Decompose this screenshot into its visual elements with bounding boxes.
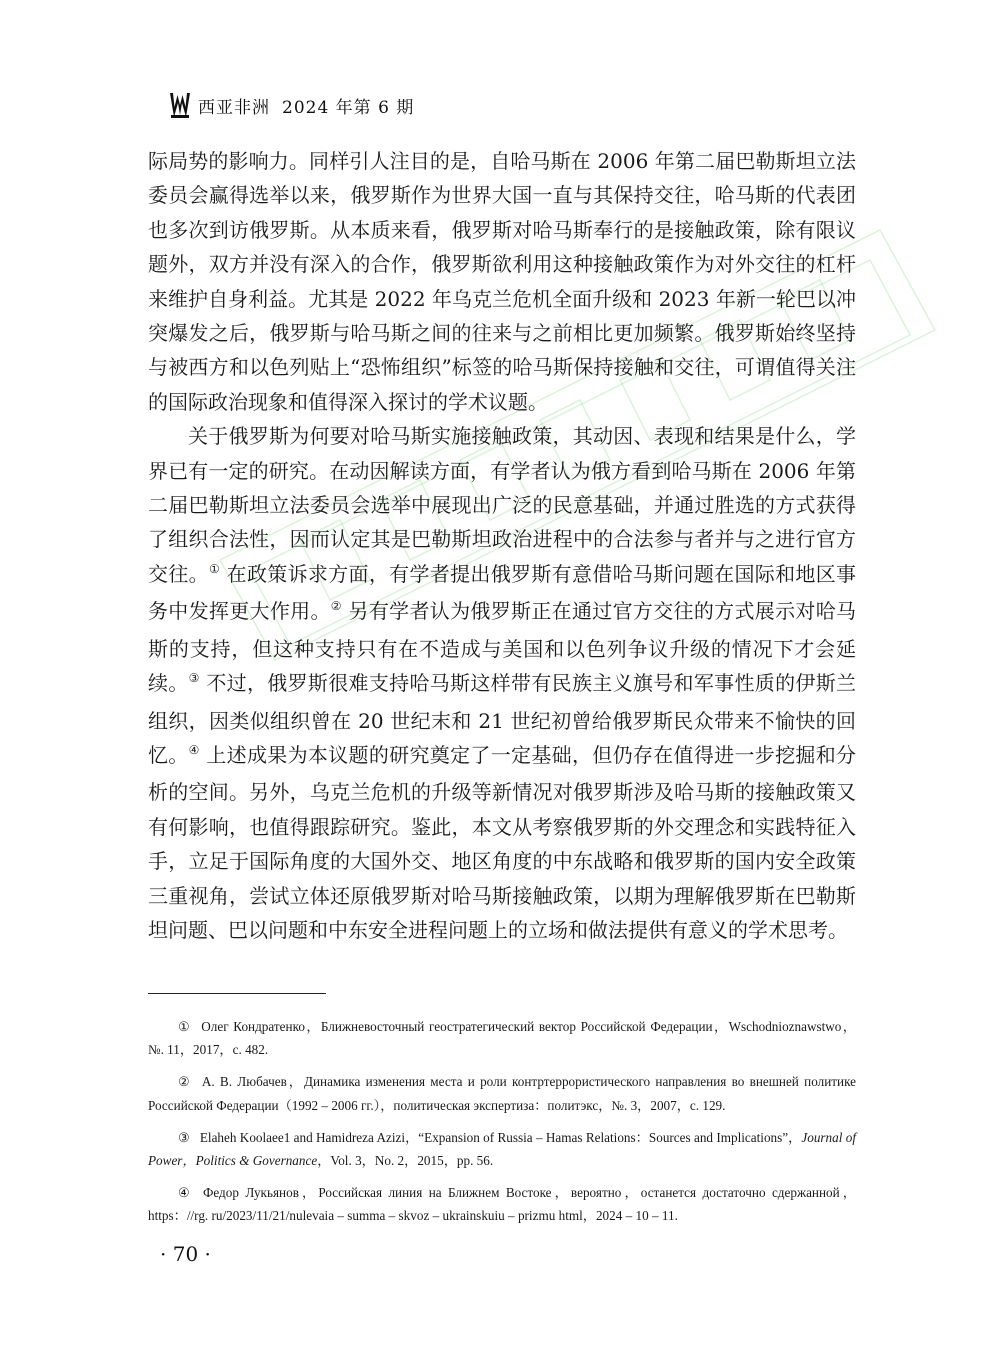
footnote-text: А. В. Любачев，Динамика изменения места и роли контртеррористического направления во внешней политике Российской Федерации（1992 – 2006 гг.），политическая экспертиза：политэкс，№. 3，2007，с. 129. [148,1074,857,1113]
running-header [168,88,414,122]
footnote-ref-4[interactable]: ④ [188,742,200,757]
footnote-ref-2[interactable]: ② [330,599,342,614]
footnote-number: ① [178,1019,192,1034]
main-text [148,144,856,947]
footnote-1 [148,1015,856,1061]
footnote-number: ② [178,1074,192,1090]
journal-title: 西亚非洲 [198,97,270,118]
footnote-number: ③ [178,1129,190,1145]
footnote-text-end: ，Vol. 3，No. 2，2015，pp. 56. [317,1153,494,1169]
footnote-3 [148,1126,856,1172]
footnote-text: Олег Кондратенко，Ближневосточный геостратегический вектор Российской Федерации，Wschodnioznawstwo，№. 11，2017，с. 482. [148,1019,856,1058]
paragraph-2-part-c: 另有学者认为俄罗斯正在通过官方交往的方式展示对哈马斯的支持，但这种支持只有在不造成与美国和以色列争议升级的情况下才会延续。 [148,599,856,696]
footnote-number: ④ [178,1185,193,1201]
journal-logo-icon [168,91,192,119]
footnote-ref-3[interactable]: ③ [188,671,200,686]
footnote-ref-1[interactable]: ① [208,561,221,576]
issue-label: 2024 年第 6 期 [282,97,415,118]
footnote-journal-title: Journal of Power，Politics & Governance [148,1129,856,1169]
paragraph-2-part-d: 不过，俄罗斯很难支持哈马斯这样带有民族主义旗号和军事性质的伊斯兰组织，因类似组织曾在 20 世纪末和 21 世纪初曾给俄罗斯民众带来不愉快的回忆。 [148,671,857,767]
paragraph-2-part-b: 在政策诉求方面，有学者提出俄罗斯有意借哈马斯问题在国际和地区事务中发挥更大作用。 [148,561,857,624]
footnote-2 [148,1070,856,1116]
page-number: · 70 · [160,1242,211,1266]
paragraph-1: 际局势的影响力。同样引人注目的是，自哈马斯在 2006 年第二届巴勒斯坦立法委员会赢得选举以来，俄罗斯作为世界大国一直与其保持交往，哈马斯的代表团也多次到访俄罗斯。从本质来看，俄罗斯对哈马斯奉行的是接触政策，除有限议题外，双方并没有深入的合作，俄罗斯欲利用这种接触政策作为对外交往的杠杆来维护自身利益。尤其是 2022 年乌克兰危机全面升级和 2023 年新一轮巴以冲突爆发之后，俄罗斯与哈马斯之间的往来与之前相比更加频繁。俄罗斯始终坚持与被西方和以色列贴上“恐怖组织”标签的哈马斯保持接触和交往，可谓值得关注的国际政治现象和值得深入探讨的学术议题。 [148,149,856,414]
footnote-text: Федор Лукьянов，Российская линия на Ближнем Востоке，вероятно，останется достаточно сдержанной，https：//rg. ru/2023/11/21/nulevaia – summa – skvoz – ukrainskuiu – prizmu html，2024 – 10 – 11. [148,1185,856,1224]
paragraph-2-part-e: 上述成果为本议题的研究奠定了一定基础，但仍存在值得进一步挖掘和分析的空间。另外，乌克兰危机的升级等新情况对俄罗斯涉及哈马斯的接触政策又有何影响，也值得跟踪研究。鉴此，本文从考察俄罗斯的外交理念和实践特征入手，立足于国际角度的大国外交、地区角度的中东战略和俄罗斯的国内安全政策三重视角，尝试立体还原俄罗斯对哈马斯接触政策，以期为理解俄罗斯在巴勒斯坦问题、巴以问题和中东安全进程问题上的立场和做法提供有意义的学术思考。 [148,742,857,942]
footnote-divider [148,993,326,994]
paragraph-2 [148,419,856,947]
footnote-text: Elaheh Koolaee1 and Hamidreza Azizi，“Expansion of Russia – Hamas Relations：Sources and Implications”， [199,1129,802,1145]
paragraph-2-part-a: 关于俄罗斯为何要对哈马斯实施接触政策，其动因、表现和结果是什么，学界已有一定的研究。在动因解读方面，有学者认为俄方看到哈马斯在 2006 年第二届巴勒斯坦立法委员会选举中展现出广泛的民意基础，并通过胜选的方式获得了组织合法性，因而认定其是巴勒斯坦政治进程中的合法参与者并与之进行官方交往。 [148,424,856,586]
footnote-4 [148,1181,856,1227]
footnotes [148,1015,856,1237]
